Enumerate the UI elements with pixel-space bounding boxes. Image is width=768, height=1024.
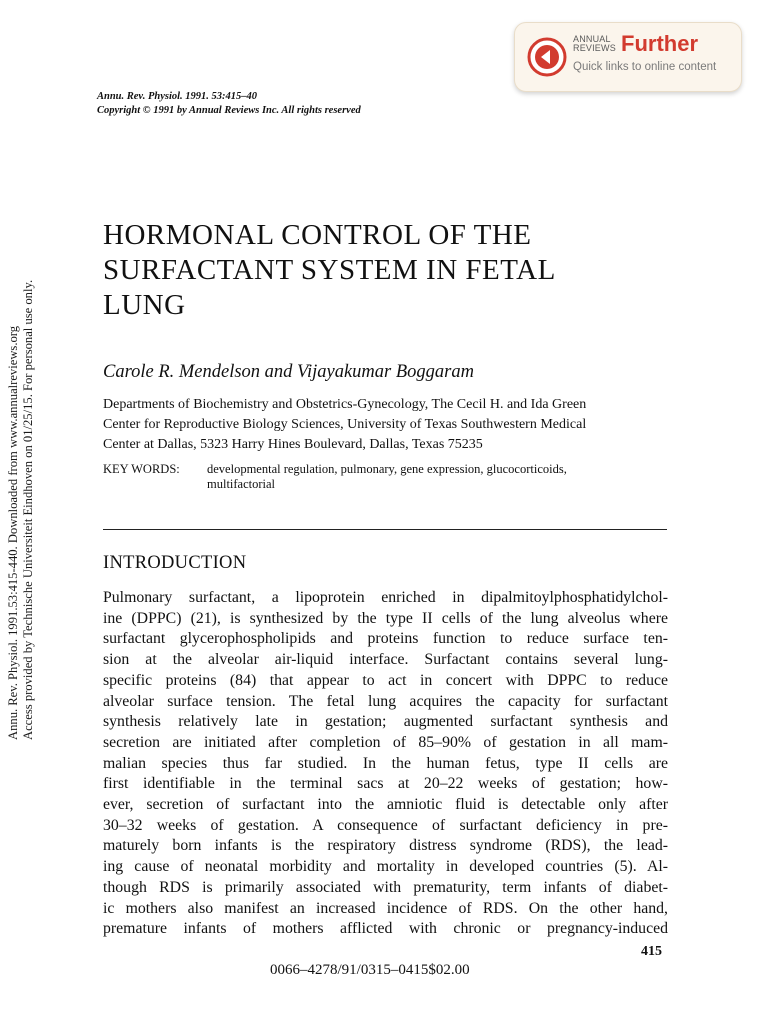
article-code: 0066–4278/91/0315–0415$02.00 (270, 962, 470, 978)
title-line-3: LUNG (103, 289, 186, 321)
affiliation-line-3: Center at Dallas, 5323 Harry Hines Boulevard, Dallas, Texas 75235 (103, 437, 483, 452)
page-number: 415 (641, 944, 662, 959)
author-names: Carole R. Mendelson and Vijayakumar Boggaram (103, 362, 474, 382)
key-words-line-1: developmental regulation, pulmonary, gene expression, glucocorticoids, (207, 462, 567, 476)
author-affiliation (103, 395, 673, 455)
affiliation-line-2: Center for Reproductive Biology Sciences, University of Texas Southwestern Medical (103, 417, 587, 432)
body-line: maturely born infants is the respiratory distress syndrome (RDS), the lead- (103, 837, 668, 855)
affiliation-line-1: Departments of Biochemistry and Obstetrics-Gynecology, The Cecil H. and Ida Green (103, 397, 587, 412)
body-line: alveolar surface tension. The fetal lung acquires the capacity for surfactant (103, 692, 668, 710)
body-line: ine (DPPC) (21), is synthesized by the type II cells of the lung alveolus where (103, 609, 668, 627)
quick-links-tagline: Quick links to online content (573, 61, 717, 73)
body-line: ic mothers also manifest an increased incidence of RDS. On the other hand, (103, 899, 668, 917)
section-heading: INTRODUCTION (103, 553, 247, 573)
journal-citation (97, 90, 361, 118)
reviews-label: REVIEWS (573, 43, 616, 53)
citation-line-1: Annu. Rev. Physiol. 1991. 53:415–40 (97, 91, 258, 102)
body-line: 30–32 weeks of gestation. A consequence of surfactant deficiency in pre- (103, 816, 668, 834)
annual-reviews-further-badge[interactable] (514, 22, 742, 92)
annual-label: ANNUAL (573, 34, 611, 44)
article-title (103, 218, 663, 323)
body-line: secretion are initiated after completion of 85–90% of gestation in all mam- (103, 733, 668, 751)
key-words (103, 462, 663, 492)
title-line-1: HORMONAL CONTROL OF THE (103, 219, 532, 251)
further-label: Further (621, 31, 698, 56)
body-line: synthesis relatively late in gestation; augmented surfactant synthesis and (103, 713, 668, 731)
citation-line-2: Copyright © 1991 by Annual Reviews Inc. All rights reserved (97, 105, 361, 116)
title-line-2: SURFACTANT SYSTEM IN FETAL (103, 254, 556, 286)
key-words-list (207, 462, 647, 492)
introduction-paragraph (103, 588, 668, 940)
body-line: ever, secretion of surfactant into the amniotic fluid is detectable only after (103, 796, 668, 814)
key-words-line-2: multifactorial (207, 477, 276, 491)
download-stamp-text (6, 280, 36, 740)
annual-reviews-wordmark (573, 35, 616, 53)
body-line: specific proteins (84) that appear to act in concert with DPPC to reduce (103, 671, 668, 689)
body-line: Pulmonary surfactant, a lipoprotein enriched in dipalmitoylphosphatidylchol- (103, 589, 668, 606)
body-line: surfactant glycerophospholipids and proteins function to reduce surface ten- (103, 630, 668, 648)
body-line: malian species thus far studied. In the human fetus, type II cells are (103, 754, 668, 772)
play-arrow-icon (527, 37, 567, 77)
download-stamp-line-2: Access provided by Technische Universiteit Eindhoven on 01/25/15. For personal use only. (21, 279, 35, 740)
body-line: though RDS is primarily associated with prematurity, term infants of diabet- (103, 878, 668, 896)
body-line: sion at the alveolar air-liquid interface. Surfactant contains several lung- (103, 651, 668, 669)
section-divider (103, 529, 667, 530)
key-words-label: KEY WORDS: (103, 462, 180, 476)
body-line: ing cause of neonatal morbidity and mortality in developed countries (5). Al- (103, 858, 668, 876)
body-line: premature infants of mothers afflicted with chronic or pregnancy-induced (103, 920, 668, 938)
body-line: first identifiable in the terminal sacs at 20–22 weeks of gestation; how- (103, 775, 668, 793)
download-stamp-line-1: Annu. Rev. Physiol. 1991.53:415-440. Downloaded from www.annualreviews.org (6, 325, 20, 740)
